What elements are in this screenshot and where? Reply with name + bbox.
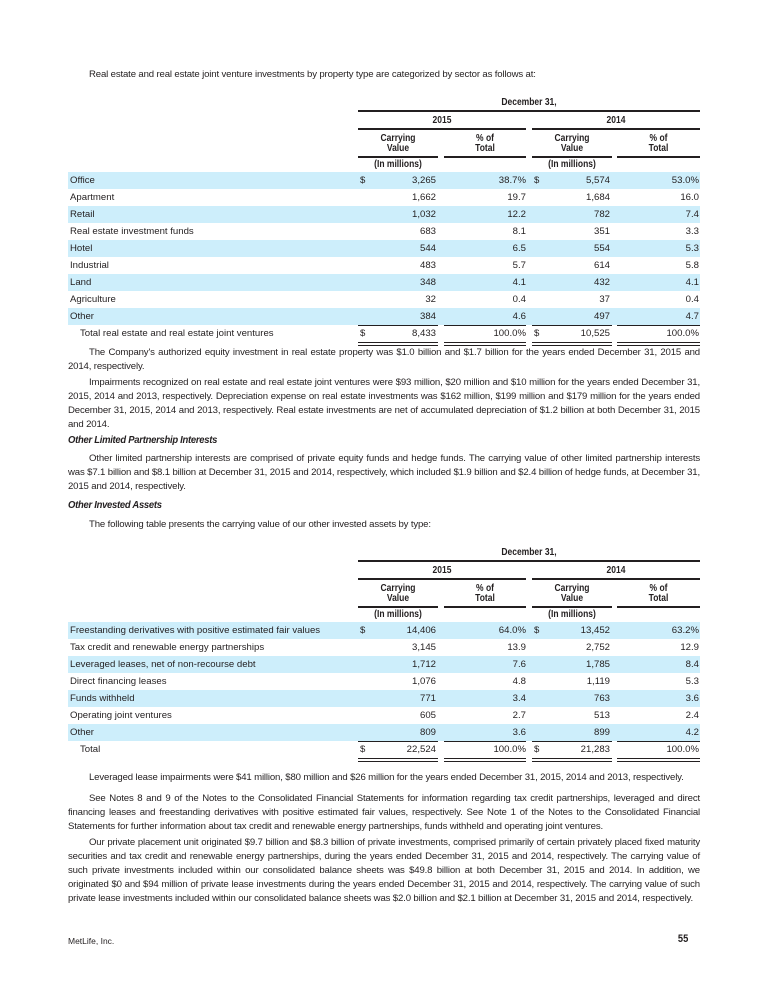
dollar-sign: $ [534, 625, 540, 636]
row-label: Hotel [70, 243, 93, 254]
header-rule [358, 128, 526, 130]
dollar-sign: $ [534, 744, 540, 755]
header-carrying-2014: Carrying Value [554, 583, 590, 604]
carrying-value-2014: 554 [593, 243, 610, 254]
table-header [68, 96, 700, 168]
notes-reference-paragraph: See Notes 8 and 9 of the Notes to the Consolidated Financial Statements for information regarding tax credit partnerships, leveraged and direct financing leases and freestanding derivatives with positive estimated fair values, respectively. See Note 1 of the Notes to the Consolidated Financial Statements for further information about tax credit and renewable energy partnerships, funds withheld and operating joint ventures. [68, 793, 700, 832]
pct-total-2015: 13.9 [507, 642, 526, 653]
pct-total-2014: 2.4 [685, 710, 699, 721]
other-invested-assets-table [68, 546, 700, 761]
pct-total-2014: 7.4 [685, 209, 699, 220]
header-pct-2015: % of Total [475, 583, 495, 604]
header-rule [617, 156, 700, 158]
row-label: Direct financing leases [70, 676, 167, 687]
table-row [68, 673, 700, 690]
carrying-value-2015: 3,265 [411, 175, 436, 186]
row-label: Land [70, 277, 92, 288]
table-row [68, 724, 700, 741]
header-units-2015: (In millions) [374, 159, 422, 170]
pct-total-2015: 4.1 [512, 277, 526, 288]
carrying-value-2015: 544 [419, 243, 436, 254]
lp-paragraph: Other limited partnership interests are comprised of private equity funds and hedge funds. The carrying value of other limited partnership interests was $7.1 billion and $8.1 billion at December 31, 2015 and 2014, respectively, which included $1.9 billion and $2.4 billion of hedge funds, at December 31, 2015 and 2014, respectively. [68, 453, 700, 492]
header-rule [532, 578, 700, 580]
header-date: December 31, [501, 97, 557, 108]
carrying-value-2015: 1,712 [411, 659, 436, 670]
row-label: Real estate investment funds [70, 226, 194, 237]
dollar-sign: $ [534, 328, 540, 339]
pct-total-2015: 3.4 [512, 693, 526, 704]
carrying-value-2014: 497 [593, 311, 610, 322]
table-row [68, 240, 700, 257]
pct-total-2014: 8.4 [685, 659, 699, 670]
row-label: Industrial [70, 260, 109, 271]
footer-company: MetLife, Inc. [68, 936, 115, 946]
row-label: Retail [70, 209, 95, 220]
carrying-value-2015: 1,032 [411, 209, 436, 220]
header-rule [617, 606, 700, 608]
carrying-value-2015: 14,406 [406, 625, 436, 636]
header-rule [444, 606, 526, 608]
pct-total-2014: 5.8 [685, 260, 699, 271]
private-placement-paragraph: Our private placement unit originated $9.7 billion and $8.3 billion of private investments, comprised primarily of certain privately placed fixed maturity securities and tax credit and renewable energy partnerships, during the years ended December 31, 2015 and 2014, respectively. The carrying value of such private investments included within our consolidated balance sheets was $49.8 billion at both December 31, 2015 and 2014. In addition, we originated $0 and $94 million of private lease investments during the years ended December 31, 2015 and 2014, respectively. The carrying value of such private lease investments included within our consolidated balance sheets was $2.0 billion and $2.1 billion at December 31, 2015 and 2014, respectively. [68, 837, 700, 904]
row-label: Funds withheld [70, 693, 135, 704]
table-row [68, 656, 700, 673]
pct-total-2014: 0.4 [685, 294, 699, 305]
carrying-value-2014: 782 [593, 209, 610, 220]
pct-total-2014: 3.6 [685, 693, 699, 704]
oia-intro-paragraph: The following table presents the carrying value of our other invested assets by type: [89, 519, 431, 530]
pct-total-2015: 64.0% [498, 625, 526, 636]
header-units-2014: (In millions) [548, 609, 596, 620]
dollar-sign: $ [360, 744, 366, 755]
pct-total-2015: 4.6 [512, 311, 526, 322]
pct-total-2015: 5.7 [512, 260, 526, 271]
pct-total-2014: 4.7 [685, 311, 699, 322]
total-carrying-2015: 22,524 [406, 744, 436, 755]
header-year-2014: 2014 [606, 565, 626, 576]
row-label: Operating joint ventures [70, 710, 172, 721]
carrying-value-2014: 432 [593, 277, 610, 288]
carrying-value-2015: 348 [419, 277, 436, 288]
carrying-value-2014: 5,574 [585, 175, 610, 186]
total-pct-2015: 100.0% [493, 328, 526, 339]
pct-total-2014: 53.0% [671, 175, 699, 186]
header-rule [532, 606, 612, 608]
footer-page-number: 55 [677, 933, 689, 945]
pct-total-2015: 8.1 [512, 226, 526, 237]
header-rule [358, 560, 700, 562]
table-row [68, 189, 700, 206]
carrying-value-2015: 605 [419, 710, 436, 721]
carrying-value-2015: 1,662 [411, 192, 436, 203]
carrying-value-2014: 763 [593, 693, 610, 704]
table-row [68, 707, 700, 724]
carrying-value-2014: 899 [593, 727, 610, 738]
total-pct-2015: 100.0% [493, 744, 526, 755]
authorized-equity-paragraph: The Company's authorized equity investment in real estate property was $1.0 billion and $1.7 billion for the years ended December 31, 2015 and 2014, respectively. [68, 347, 700, 372]
carrying-value-2015: 1,076 [411, 676, 436, 687]
header-carrying-2015: Carrying Value [380, 583, 416, 604]
header-units-2014: (In millions) [548, 159, 596, 170]
carrying-value-2014: 1,684 [585, 192, 610, 203]
impairments-paragraph: Impairments recognized on real estate and real estate joint ventures were $93 million, $20 million and $10 million for the years ended December 31, 2015, 2014 and 2013, respectively. Depreciation expense on real estate investments was $162 million, $199 million and $179 million for the years ended December 31, 2015, 2014 and 2013, respectively. Real estate investments are net of accumulated depreciation of $1.2 billion at both December 31, 2015 and 2014. [68, 377, 700, 430]
leveraged-lease-paragraph: Leveraged lease impairments were $41 million, $80 million and $26 million for the years ended December 31, 2015, 2014 and 2013, respectively. [89, 772, 684, 783]
header-carrying-2014: Carrying Value [554, 133, 590, 154]
total-label: Total real estate and real estate joint ventures [80, 328, 274, 339]
header-rule [532, 128, 700, 130]
header-year-2015: 2015 [432, 565, 452, 576]
table-row [68, 206, 700, 223]
dollar-sign: $ [360, 175, 366, 186]
carrying-value-2014: 1,119 [586, 676, 610, 687]
header-rule [358, 578, 526, 580]
pct-total-2015: 0.4 [512, 294, 526, 305]
table-body [68, 622, 700, 761]
table-body [68, 172, 700, 345]
total-row [68, 325, 700, 345]
pct-total-2014: 16.0 [680, 192, 699, 203]
pct-total-2014: 4.2 [685, 727, 699, 738]
total-carrying-2014: 21,283 [580, 744, 610, 755]
header-year-2015: 2015 [432, 115, 452, 126]
header-date: December 31, [501, 547, 557, 558]
intro-paragraph: Real estate and real estate joint venture investments by property type are categorized by sector as follows at: [89, 69, 536, 80]
pct-total-2015: 6.5 [512, 243, 526, 254]
carrying-value-2015: 32 [425, 294, 436, 305]
total-carrying-2014: 10,525 [580, 328, 610, 339]
carrying-value-2015: 809 [419, 727, 436, 738]
row-label: Agriculture [70, 294, 116, 305]
table-row [68, 639, 700, 656]
carrying-value-2014: 351 [593, 226, 610, 237]
pct-total-2014: 4.1 [685, 277, 699, 288]
row-label: Tax credit and renewable energy partnerships [70, 642, 265, 653]
header-units-2015: (In millions) [374, 609, 422, 620]
section-heading-lp: Other Limited Partnership Interests [68, 434, 218, 446]
carrying-value-2014: 513 [593, 710, 610, 721]
carrying-value-2015: 483 [419, 260, 436, 271]
real-estate-by-sector-table [68, 96, 700, 345]
pct-total-2014: 5.3 [685, 676, 699, 687]
pct-total-2015: 7.6 [512, 659, 526, 670]
header-rule [358, 110, 700, 112]
dollar-sign: $ [360, 625, 366, 636]
pct-total-2014: 5.3 [685, 243, 699, 254]
pct-total-2014: 3.3 [685, 226, 699, 237]
row-label: Office [70, 175, 95, 186]
table-row [68, 172, 700, 189]
table-row [68, 622, 700, 639]
row-label: Other [70, 727, 94, 738]
carrying-value-2014: 2,752 [585, 642, 610, 653]
table-row [68, 291, 700, 308]
header-rule [358, 156, 438, 158]
header-pct-2014: % of Total [648, 583, 669, 604]
total-pct-2014: 100.0% [666, 328, 699, 339]
pct-total-2015: 19.7 [507, 192, 526, 203]
dollar-sign: $ [360, 328, 366, 339]
header-pct-2015: % of Total [475, 133, 495, 154]
carrying-value-2014: 13,452 [580, 625, 610, 636]
carrying-value-2015: 683 [419, 226, 436, 237]
carrying-value-2015: 771 [419, 693, 436, 704]
carrying-value-2015: 384 [419, 311, 436, 322]
total-label: Total [80, 744, 101, 755]
header-rule [444, 156, 526, 158]
total-carrying-2015: 8,433 [411, 328, 436, 339]
table-row [68, 308, 700, 325]
header-year-2014: 2014 [606, 115, 626, 126]
header-carrying-2015: Carrying Value [380, 133, 416, 154]
table-row [68, 223, 700, 240]
row-label: Apartment [70, 192, 115, 203]
table-row [68, 257, 700, 274]
dollar-sign: $ [534, 175, 540, 186]
header-pct-2014: % of Total [648, 133, 669, 154]
pct-total-2015: 38.7% [498, 175, 526, 186]
pct-total-2015: 2.7 [512, 710, 526, 721]
pct-total-2015: 4.8 [512, 676, 526, 687]
table-row [68, 690, 700, 707]
pct-total-2015: 3.6 [512, 727, 526, 738]
carrying-value-2014: 37 [599, 294, 610, 305]
carrying-value-2014: 614 [593, 260, 610, 271]
section-heading-oia: Other Invested Assets [68, 499, 162, 511]
row-label: Other [70, 311, 94, 322]
table-row [68, 274, 700, 291]
table-header [68, 546, 700, 618]
total-pct-2014: 100.0% [666, 744, 699, 755]
carrying-value-2015: 3,145 [411, 642, 436, 653]
header-rule [358, 606, 438, 608]
row-label: Leveraged leases, net of non-recourse debt [70, 659, 256, 670]
header-rule [532, 156, 612, 158]
pct-total-2014: 63.2% [671, 625, 699, 636]
pct-total-2014: 12.9 [680, 642, 699, 653]
carrying-value-2014: 1,785 [585, 659, 610, 670]
row-label: Freestanding derivatives with positive estimated fair values [70, 625, 321, 636]
total-row [68, 741, 700, 761]
pct-total-2015: 12.2 [507, 209, 526, 220]
